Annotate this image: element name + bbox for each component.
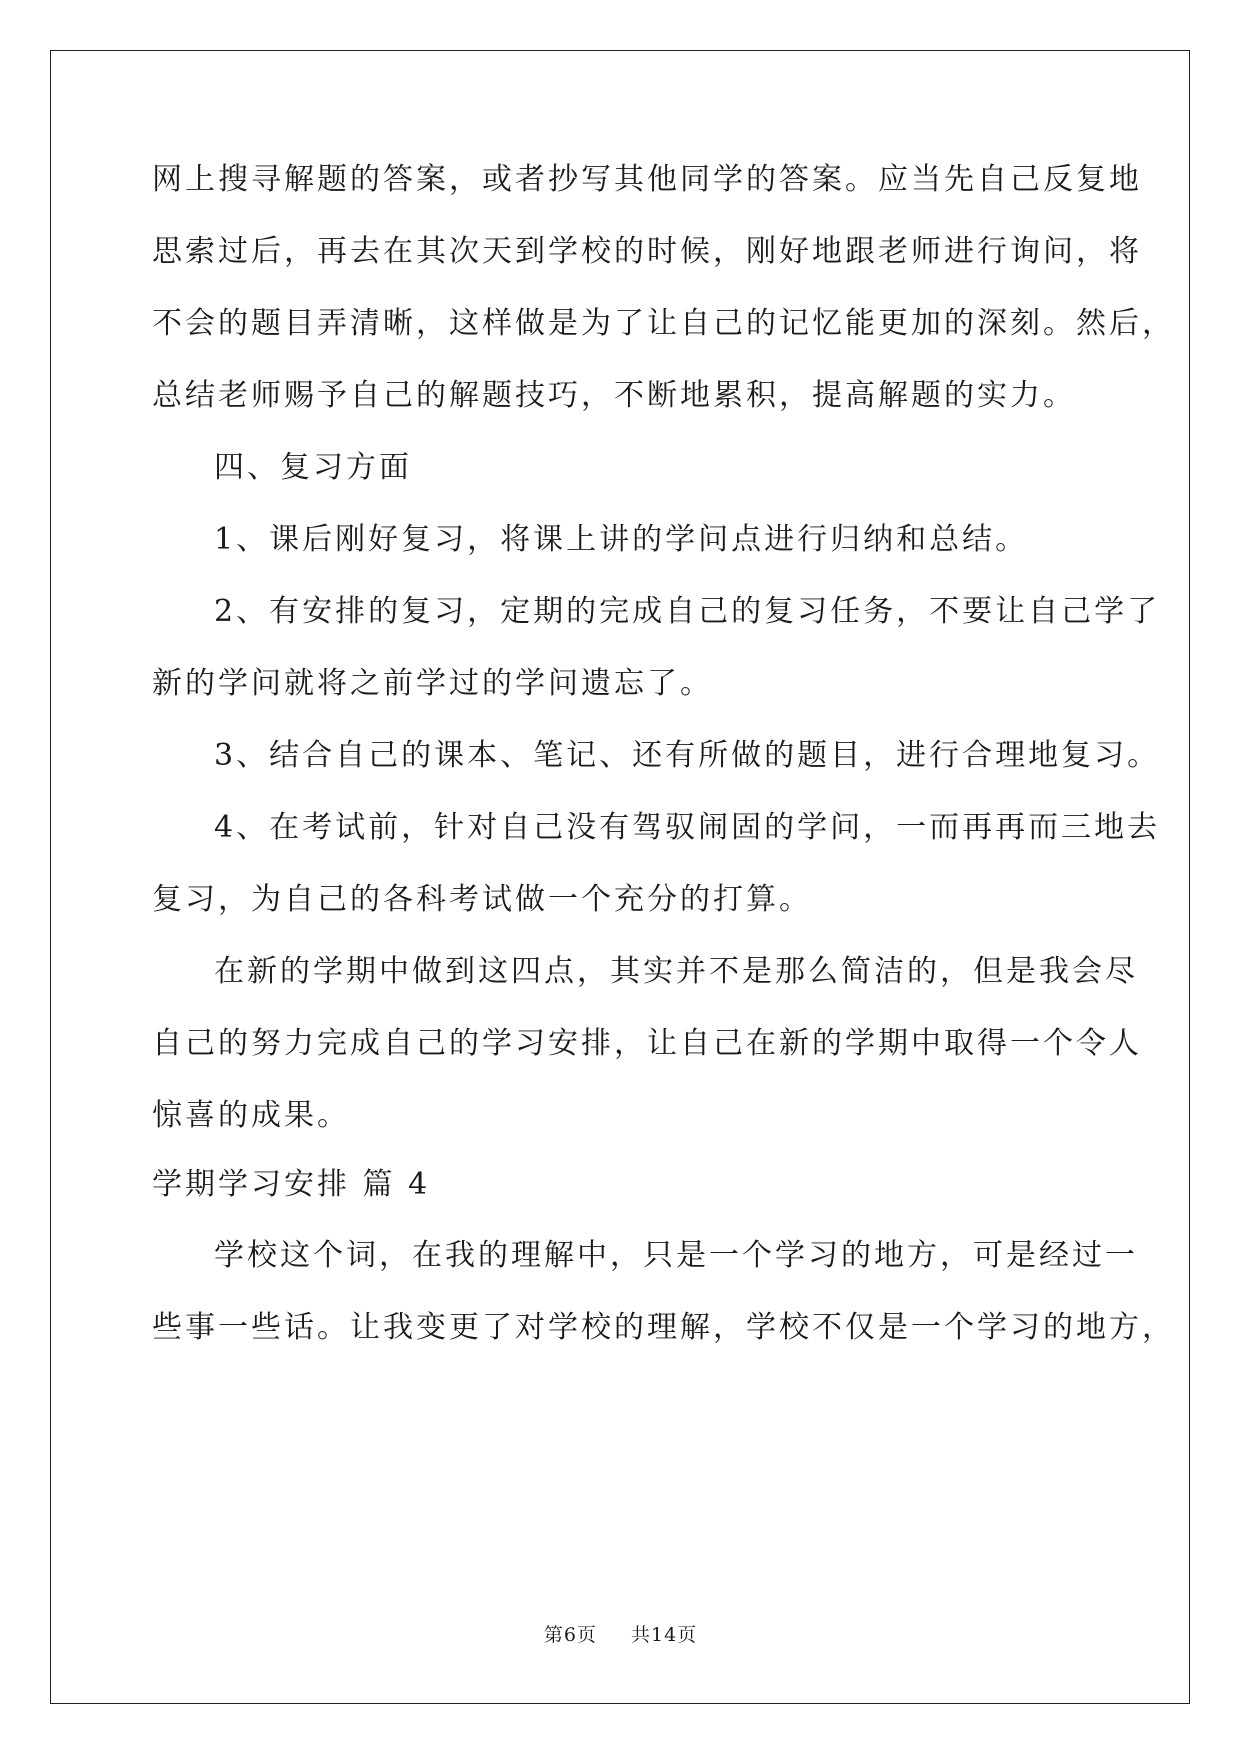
paragraph-line: 新的学问就将之前学过的学问遗忘了。 [152,666,713,701]
paragraph-line: 在新的学期中做到这四点，其实并不是那么简洁的，但是我会尽 [214,954,1138,989]
page-footer [0,1620,1241,1647]
total-pages: 共14页 [631,1624,698,1646]
paragraph-line: 自己的努力完成自己的学习安排，让自己在新的学期中取得一个令人 [152,1026,1142,1061]
paragraph-line: 学校这个词，在我的理解中，只是一个学习的地方，可是经过一 [214,1238,1138,1273]
list-item: 3、结合自己的课本、笔记、还有所做的题目，进行合理地复习。 [214,738,1161,773]
list-item: 1、课后刚好复习，将课上讲的学问点进行归纳和总结。 [214,522,1029,557]
paragraph-line: 些事一些话。让我变更了对学校的理解，学校不仅是一个学习的地方， [152,1310,1175,1345]
article-title: 学期学习安排 篇 4 [152,1167,431,1202]
section-heading: 四、复习方面 [214,450,412,485]
paragraph-line: 不会的题目弄清晰，这样做是为了让自己的记忆能更加的深刻。然后， [152,306,1175,341]
page-border [50,50,1190,1704]
paragraph-line: 复习，为自己的各科考试做一个充分的打算。 [152,882,812,917]
paragraph-line: 总结老师赐予自己的解题技巧，不断地累积，提高解题的实力。 [152,378,1076,413]
page-number: 第6页 [543,1624,597,1646]
list-item: 4、在考试前，针对自己没有驾驭闹固的学问，一而再再而三地去 [214,810,1161,845]
list-item: 2、有安排的复习，定期的完成自己的复习任务，不要让自己学了 [214,594,1161,629]
paragraph-line: 思索过后，再去在其次天到学校的时候，刚好地跟老师进行询问，将 [152,234,1142,269]
paragraph-line: 惊喜的成果。 [152,1098,350,1133]
paragraph-line: 网上搜寻解题的答案，或者抄写其他同学的答案。应当先自己反复地 [152,162,1142,197]
